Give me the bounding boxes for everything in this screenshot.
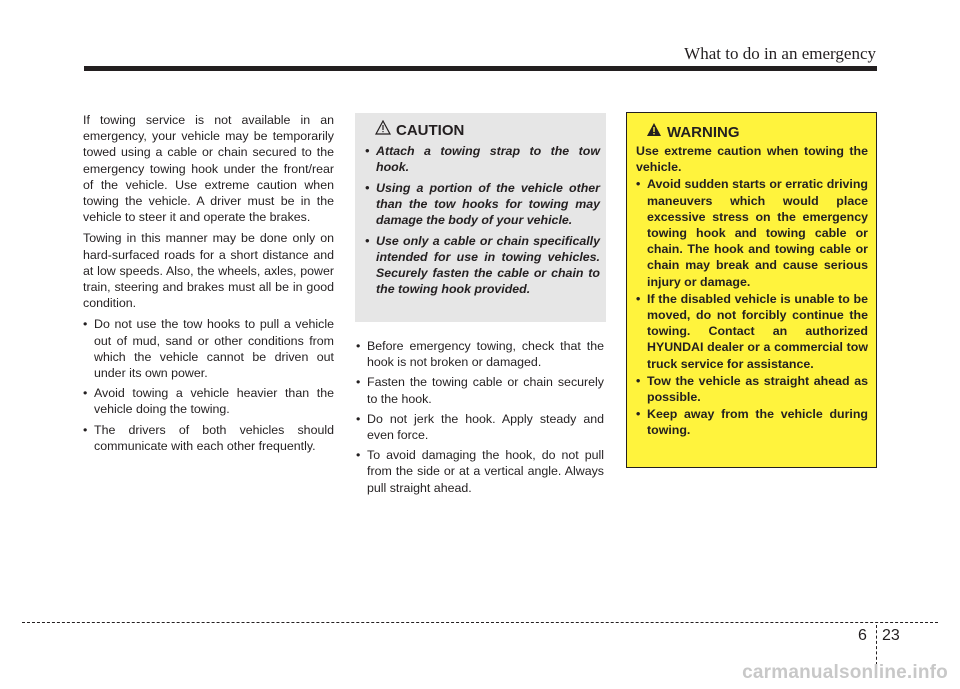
chapter-number: 6 (858, 627, 867, 644)
warning-header (646, 122, 868, 142)
intro-paragraph: If towing service is not available in an emergency, your vehicle may be temporarily towed using a cable or chain secured to the emergency towing hook under the front/rear of the vehicle. Use extreme caution when towing the vehicle. A driver must be in the vehicle to steer it and operate the brakes. (83, 113, 334, 225)
page-header-title: What to do in an emergency (684, 44, 876, 63)
list-item: • Avoid towing a vehicle heavier than the vehicle doing the towing. (83, 385, 334, 417)
caution-list (365, 143, 600, 297)
list-item: • The drivers of both vehicles should communicate with each other frequently. (83, 422, 334, 454)
caution-triangle-icon (375, 120, 391, 140)
list-item: • Tow the vehicle as straight ahead as possible. (636, 373, 868, 405)
list-item: • Avoid sudden starts or erratic driving maneuvers which would place excessive stress on the emergency towing hook and towing cable or chain. The hook and towing cable or chain may break and cause serious injury or damage. (636, 176, 868, 289)
list-item: • Do not jerk the hook. Apply steady and even force. (356, 411, 604, 443)
warning-list (636, 176, 868, 438)
warning-intro: Use extreme caution when towing the vehicle. (636, 144, 868, 175)
list-item: • Using a portion of the vehicle other than the tow hooks for towing may damage the body of your vehicle. (365, 180, 600, 228)
column-middle (356, 338, 604, 500)
warning-title: WARNING (667, 123, 740, 141)
page-number: 23 (882, 627, 900, 644)
list-item: • Fasten the towing cable or chain securely to the hook. (356, 374, 604, 406)
watermark-text: carmanualsonline.info (742, 662, 948, 683)
list-item: • Before emergency towing, check that the hook is not broken or damaged. (356, 338, 604, 370)
header-rule (84, 66, 877, 71)
list-item: • If the disabled vehicle is unable to be moved, do not forcibly continue the towing. Contact an authorized HYUNDAI dealer or a commercial tow truck service for assistance. (636, 291, 868, 372)
caution-header (375, 120, 600, 140)
conditions-paragraph: Towing in this manner may be done only on hard-surfaced roads for a short distance and at low speeds. Also, the wheels, axles, power train, steering and brakes must all be in good condition. (83, 231, 334, 311)
footer-rule (22, 622, 938, 623)
column-left (83, 112, 334, 458)
towing-precautions-list (83, 316, 334, 454)
caution-box (355, 113, 606, 322)
list-item: • Attach a towing strap to the tow hook. (365, 143, 600, 175)
warning-triangle-icon (646, 122, 662, 142)
towing-hook-list (356, 338, 604, 496)
footer-divider (876, 625, 877, 665)
warning-box (626, 112, 877, 468)
list-item: • Do not use the tow hooks to pull a vehicle out of mud, sand or other conditions from which the vehicle cannot be driven out under its own power. (83, 316, 334, 381)
list-item: • To avoid damaging the hook, do not pull from the side or at a vertical angle. Always pull straight ahead. (356, 447, 604, 496)
list-item: • Keep away from the vehicle during towing. (636, 406, 868, 438)
caution-title: CAUTION (396, 121, 465, 139)
list-item: • Use only a cable or chain specifically intended for use in towing vehicles. Securely fasten the cable or chain to the towing hook provided. (365, 233, 600, 297)
